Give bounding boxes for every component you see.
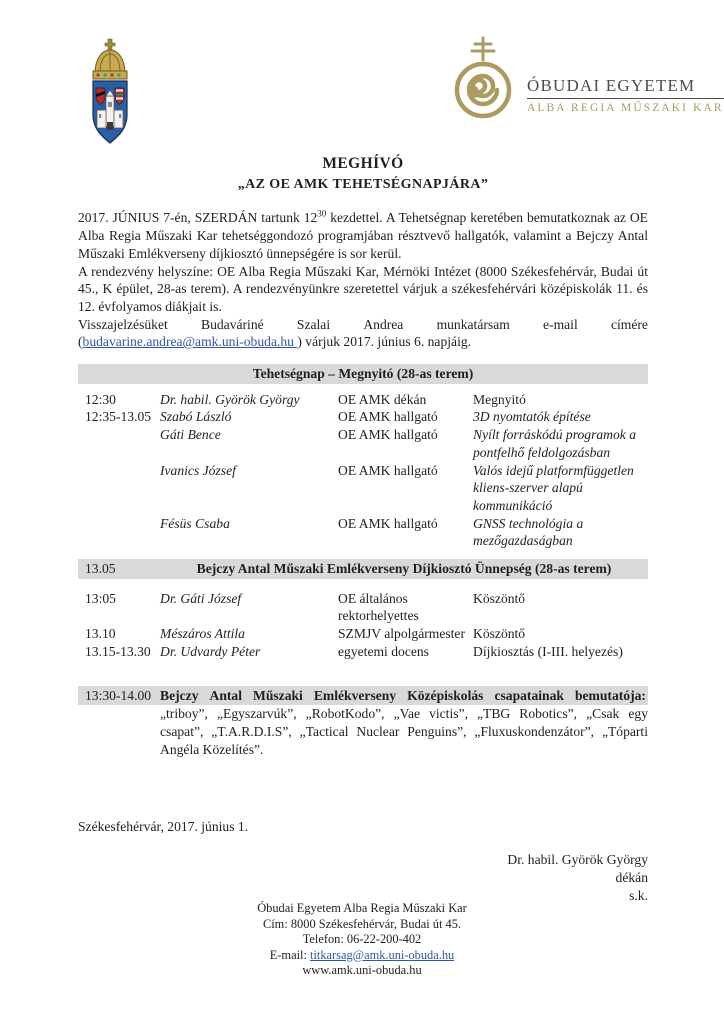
program-row	[78, 643, 648, 661]
footer-email-link[interactable]: titkarsag@amk.uni-obuda.hu	[310, 947, 455, 962]
intro-paragraph-2: A rendezvény helyszíne: OE Alba Regia Műszaki Kar, Mérnöki Intézet (8000 Székesfehérvár, Budai út 45., K épület, 28-as terem). A rendezvényünkre szeretettel várjuk a székesfehérvári középiskolák 11. és 12. évfolyamos diákjait is.	[78, 263, 648, 314]
p1-text-before: 2017. JÚNIUS 7-én, SZERDÁN tartunk 12	[78, 210, 318, 226]
row-time: 12:35-13.05	[85, 409, 152, 425]
row-time: 12:30	[85, 391, 116, 407]
heading-word: Középiskolás	[407, 687, 484, 703]
row-time: 13.10	[85, 626, 116, 642]
document-body	[78, 155, 648, 904]
row-name: Mészáros Attila	[160, 626, 245, 642]
signature-block	[78, 851, 648, 904]
row-role: OE AMK hallgató	[338, 462, 438, 478]
row-time	[78, 462, 160, 515]
row-name: Szabó László	[160, 409, 232, 425]
intro-paragraph-3	[78, 316, 648, 351]
document-title: MEGHÍVÓ	[322, 155, 404, 172]
row-role: egyetemi docens	[338, 643, 429, 659]
rsvp-word: címére	[610, 316, 648, 332]
row-name: Dr. Udvardy Péter	[160, 643, 261, 659]
rsvp-deadline-text: ) várjuk 2017. június 6. napjáig.	[297, 334, 472, 350]
date-place-line: Székesfehérvár, 2017. június 1.	[78, 819, 249, 835]
footer-address: Cím: 8000 Székesfehérvár, Budai út 45.	[262, 916, 462, 931]
heading-word: csapatainak	[494, 687, 564, 703]
row-role: OE AMK hallgató	[338, 515, 438, 531]
program-row	[78, 391, 648, 409]
obuda-university-logo	[445, 36, 724, 120]
university-logo-text	[527, 76, 724, 120]
row-topic: Nyílt forráskódú programok a pontfelhő feldolgozásban	[473, 427, 636, 460]
section-time: 13:30-14.00	[85, 687, 152, 703]
spiral-cross-icon	[445, 36, 521, 120]
footer-email-line	[0, 948, 724, 964]
program-row	[78, 462, 648, 515]
footer-email-label: E-mail:	[269, 947, 310, 962]
intro-paragraph-1	[78, 209, 648, 262]
row-role: OE AMK hallgató	[338, 427, 438, 443]
coat-of-arms-icon	[88, 38, 132, 148]
teams-list: „triboy”, „Egyszarvúk”, „RobotKodo”, „Vae victis”, „TBG Robotics”, „Csak egy csapat”, „T.A.R.D.I.S”, „Tactical Nuclear Penguins”, „Fluxuskondenzátor”, „Tóparti Angéla Közelítés”.	[160, 706, 648, 757]
section-header-awards	[78, 559, 648, 579]
row-topic: Valós idejű platformfüggetlen kliens-szerver alapú kommunikáció	[473, 462, 634, 513]
rsvp-word: e-mail	[543, 316, 578, 332]
heading-word: Emlékverseny	[313, 687, 397, 703]
row-name: Ivanics József	[160, 462, 236, 478]
document-subtitle: „AZ OE AMK TEHETSÉGNAPJÁRA”	[237, 176, 489, 192]
program-row	[78, 515, 648, 550]
row-time: 13.15-13.30	[85, 643, 151, 659]
row-role: OE AMK dékán	[338, 391, 427, 407]
university-name: ÓBUDAI EGYETEM	[527, 76, 724, 99]
row-topic: Megnyitó	[473, 391, 526, 407]
row-time	[78, 515, 160, 550]
row-topic: GNSS technológia a mezőgazdaságban	[473, 515, 584, 549]
heading-word: Bejczy	[160, 687, 199, 703]
rsvp-line	[78, 316, 648, 334]
row-role: OE általános rektorhelyettes	[338, 590, 419, 624]
row-name: Dr. Gáti József	[160, 590, 242, 606]
rsvp-word: munkatársam	[436, 316, 510, 332]
program-row	[78, 426, 648, 461]
row-topic: Díjkiosztás (I-III. helyezés)	[473, 643, 623, 659]
row-topic: Köszöntő	[473, 590, 526, 606]
footer-phone: Telefon: 06-22-200-402	[302, 932, 422, 947]
p1-text-after: kezdettel. A Tehetségnap keretében bemutatkoznak az OE Alba Regia Műszaki Kar tehetséggondozó programjában résztvevő hallgatók, valamint a Bejczy Antal Műszaki Emlékverseny díjkiosztó ünnepségére is sor kerül.	[78, 210, 648, 261]
teams-heading	[160, 687, 648, 705]
signature-role: dékán	[615, 869, 648, 885]
row-name: Gáti Bence	[160, 427, 221, 443]
row-topic: Köszöntő	[473, 626, 526, 642]
rsvp-email-link[interactable]: budavarine.andrea@amk.uni-obuda.hu	[82, 334, 298, 350]
program-row	[78, 625, 648, 643]
row-time: 13:05	[85, 590, 116, 606]
footer-institution: Óbudai Egyetem Alba Regia Műszaki Kar	[257, 901, 467, 915]
heading-word: bemutatója:	[574, 687, 646, 703]
paren-open: (	[78, 334, 83, 350]
section-title: Bejczy Antal Műszaki Emlékverseny Díjkiosztó Ünnepség (28-as terem)	[196, 561, 612, 577]
faculty-name: ALBA REGIA MŰSZAKI KAR	[527, 102, 724, 114]
section-time: 13.05	[85, 561, 116, 577]
section-header-opening: Tehetségnap – Megnyitó (28-as terem)	[78, 364, 648, 384]
signature-sk: s.k.	[629, 887, 648, 903]
program-row	[78, 590, 648, 625]
row-role: OE AMK hallgató	[338, 409, 438, 425]
row-name: Dr. habil. Györök György	[160, 391, 300, 407]
rsvp-word: Budaváriné	[201, 316, 264, 332]
rsvp-word: Szalai	[296, 316, 331, 332]
row-role: SZMJV alpolgármester	[338, 626, 465, 642]
row-name: Fésüs Csaba	[160, 515, 230, 531]
row-time	[78, 426, 160, 461]
p1-superscript: 30	[317, 208, 327, 219]
program-row	[78, 408, 648, 426]
row-topic: 3D nyomtatók építése	[473, 409, 591, 425]
rsvp-word: Andrea	[363, 316, 404, 332]
section-header-teams	[78, 686, 648, 706]
heading-word: Műszaki	[252, 687, 303, 703]
rsvp-word: Visszajelzésüket	[78, 316, 168, 332]
rsvp-email-line	[78, 333, 648, 351]
document-footer	[0, 901, 724, 979]
obuda-university-coat-of-arms	[88, 38, 132, 153]
heading-word: Antal	[209, 687, 242, 703]
signature-name: Dr. habil. Györök György	[507, 852, 648, 868]
footer-website: www.amk.uni-obuda.hu	[302, 963, 422, 978]
